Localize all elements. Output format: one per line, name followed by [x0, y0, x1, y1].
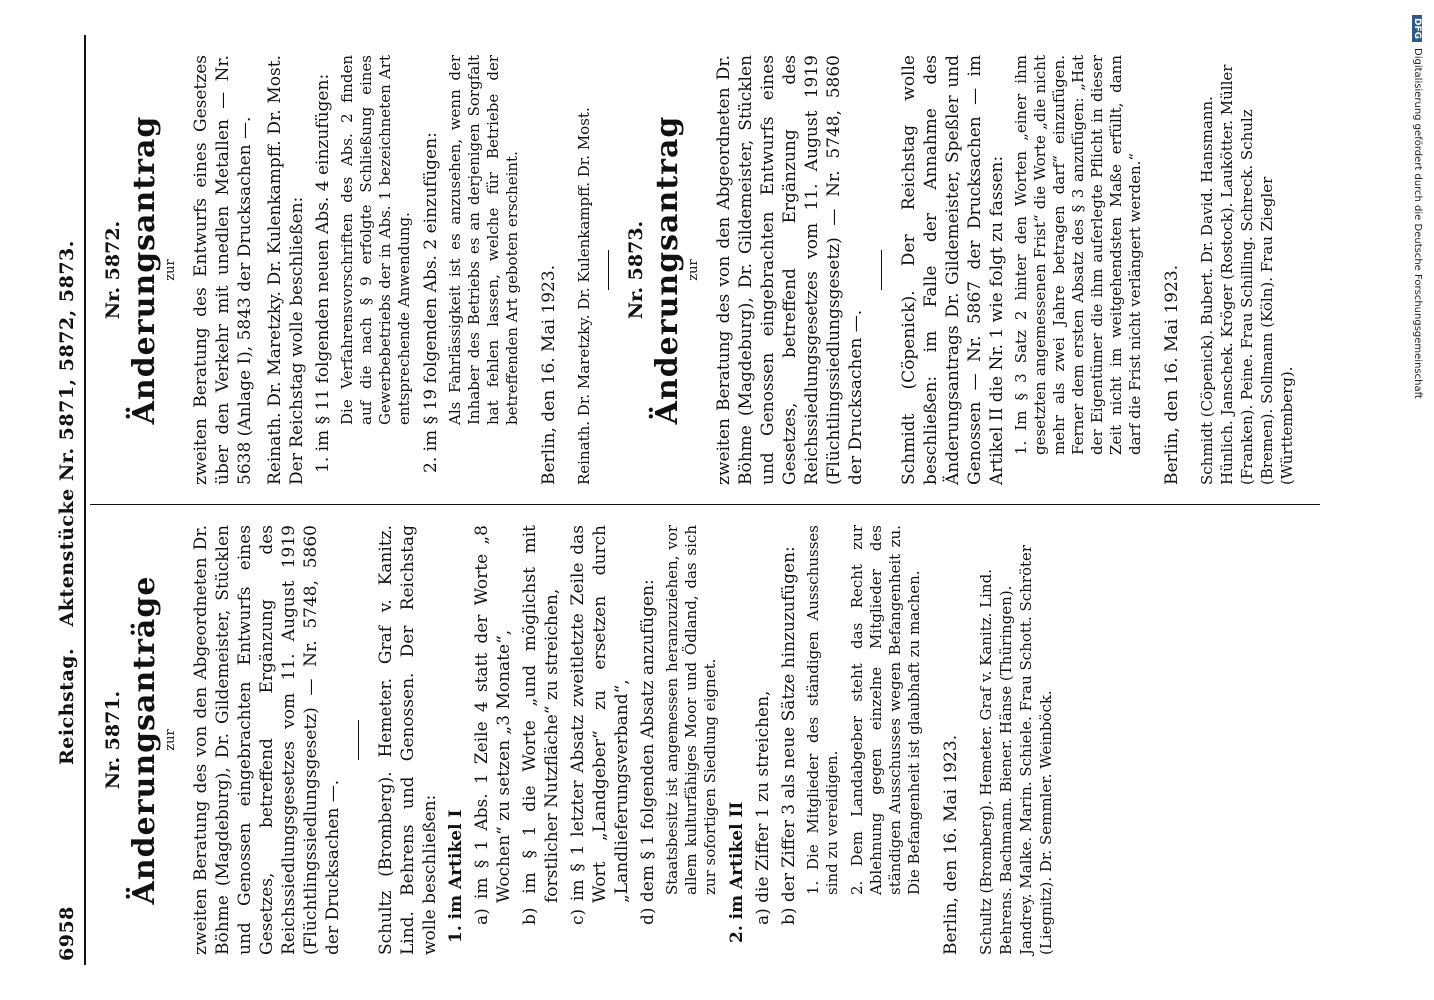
amendment-item: b) der Ziffer 3 als neue Sätze hinzuzufügen:	[779, 546, 799, 925]
document-page	[50, 35, 1330, 965]
header-title: Reichstag. Aktenstücke Nr. 5871, 5872, 5873.	[56, 240, 78, 765]
zur-label: zur	[163, 259, 178, 281]
motion-text: Schmidt (Cöpenick). Der Reichstag wolle beschließen: im Falle der Annahme des Änderungsantrags Dr. Gildemeister, Speßler und Genossen — Nr. 5867 der Drucksachen — im Artikel II die Nr. 1 wie folgt zu fassen:	[899, 55, 1007, 485]
intro-paragraph: zweiten Beratung des von den Abgeordneten Dr. Böhme (Magdeburg), Dr. Gildemeister, Stücklen und Genossen eingebrachten Entwurfs eines Gesetzes, betreffend Ergänzung des Reichssiedlungsgesetzes vom 11. August 1919 (Flüchtlingssiedlungsgesetz) — Nr. 5748, 5860 der Drucksachen —.	[714, 55, 866, 485]
amendment-item: b) im § 1 die Worte „und möglichst mit forstlicher Nutzfläche“ zu streichen,	[520, 525, 562, 925]
doc-number-5873: Nr. 5873.	[625, 220, 647, 320]
motion-text: Schultz (Bromberg). Hemeter. Graf v. Kanitz. Lind. Behrens und Genossen. Der Reichstag wolle beschließen:	[376, 525, 440, 955]
doc-number-5872: Nr. 5872.	[102, 220, 124, 320]
zur-label: zur	[686, 259, 701, 281]
date-line: Berlin, den 16. Mai 1923.	[941, 734, 961, 955]
signatures: Reinath. Dr. Maretzky. Dr. Kulenkampff. Dr. Most.	[575, 107, 593, 485]
amendment-item: d) dem § 1 folgenden Absatz anzufügen:	[638, 579, 658, 925]
doc-title: Änderungsantrag	[650, 115, 685, 425]
separator	[358, 720, 359, 760]
separator	[608, 250, 609, 290]
zur-label: zur	[163, 729, 178, 751]
page-header	[50, 35, 86, 965]
quoted-text: 1. Die Mitglieder des ständigen Ausschusses sind zu vereidigen.	[804, 525, 841, 895]
amendment-item: a) die Ziffer 1 zu streichen,	[753, 690, 773, 925]
signatures: Schmidt (Cöpenick). Bubert. Dr. David. Hansmann. Hünlich. Janschek. Kröger (Rostock). Laukötter. Müller (Franken). Peine. Frau Schilling. Schreck. Schulz (Bremen). Sollmann (Köln). Frau Ziegler (Württemberg).	[1198, 64, 1296, 485]
amendment-item: c) im § 1 letzter Absatz zweitletzte Zeile das Wort „Landgeber“ zu ersetzen durch „Landlieferungsverband“,	[568, 525, 632, 925]
quoted-text: Die Verfahrensvorschriften des Abs. 2 finden auf die nach § 9 erfolgte Schließung eines Gewerbebetriebs der in Abs. 1 bezeichneten Art entsprechende Anwendung.	[338, 55, 413, 425]
dfg-logo: DFG	[1412, 15, 1422, 42]
right-column	[98, 55, 1297, 485]
quoted-text: 2. Dem Landabgeber steht das Recht zur Ablehnung gegen einzelne Mitglieder des ständigen Ausschusses wegen Befangenheit zu. Die Befangenheit ist glaubhaft zu machen.	[848, 525, 923, 895]
separator	[881, 250, 882, 290]
amendment-item: 2. im § 19 folgenden Abs. 2 einzufügen:	[421, 132, 441, 473]
digitization-note	[1407, 15, 1423, 915]
quoted-text: Als Fahrlässigkeit ist es anzusehen, wenn der Inhaber des Betriebs es an derjenigen Sorgfalt hat fehlen lassen, welche für Betriebe der betreffenden Art geboten erscheint.	[446, 55, 521, 425]
doc-title: Änderungsanträge	[127, 575, 162, 905]
column-divider	[90, 504, 1320, 505]
left-column	[98, 525, 1056, 955]
date-line: Berlin, den 16. Mai 1923.	[1162, 264, 1182, 485]
intro-paragraph: zweiten Beratung des Entwurfs eines Gesetzes über den Verkehr mit unedlen Metallen — Nr. 5638 (Anlage I), 5843 der Drucksachen —.	[191, 55, 255, 485]
article-heading: 2. im Artikel II	[727, 801, 747, 943]
motion-text: Reinath. Dr. Maretzky. Dr. Kulenkampff. Dr. Most. Der Reichstag wolle beschließen:	[265, 55, 307, 485]
amendment-item: a) im § 1 Abs. 1 Zeile 4 statt der Worte „8 Wochen“ zu setzen „3 Monate“,	[472, 525, 514, 925]
quoted-text: 1. Im § 3 Satz 2 hinter den Worten „einer ihm gesetzten angemessenen Frist“ die Worte „die nicht mehr als zwei Jahre betragen darf“ einzufügen. Ferner dem ersten Absatz des § 3 anzufügen: „Hat der Eigentümer die ihm auferlegte Pflicht in dieser Zeit nicht im weitgehendsten Maße erfüllt, dann darf die Frist nicht verlängert werden.“	[1012, 55, 1144, 455]
amendment-item: 1. im § 11 folgenden neuen Abs. 4 einzufügen:	[313, 73, 333, 473]
intro-paragraph: zweiten Beratung des von den Abgeordneten Dr. Böhme (Magdeburg), Dr. Gildemeister, Stücklen und Genossen eingebrachten Entwurfs eines Gesetzes, betreffend Ergänzung des Reichssiedlungsgesetzes vom 11. August 1919 (Flüchtlingssiedlungsgesetz) — Nr. 5748, 5860 der Drucksachen —.	[191, 525, 343, 955]
page-number: 6958	[56, 906, 78, 961]
article-heading: 1. im Artikel I	[446, 809, 466, 943]
date-line: Berlin, den 16. Mai 1923.	[539, 264, 559, 485]
signatures: Schultz (Bromberg). Hemeter. Graf v. Kanitz. Lind. Behrens. Bachmann. Biener. Hänse (Thüringen). Jandrey. Malke. Marin. Schiele. Frau Schott. Schröter (Liegnitz). Dr. Semmler. Weinböck.	[977, 544, 1055, 955]
digitization-text: Digitalisierung gefördert durch die Deutsche Forschungsgemeinschaft	[1412, 48, 1423, 399]
quoted-text: Staatsbesitz ist angemessen heranzuziehen, vor allem kulturfähiges Moor und Ödland, das sich zur sofortigen Siedlung eignet.	[663, 525, 719, 895]
doc-title: Änderungsantrag	[127, 115, 162, 425]
doc-number-5871: Nr. 5871.	[102, 690, 124, 790]
